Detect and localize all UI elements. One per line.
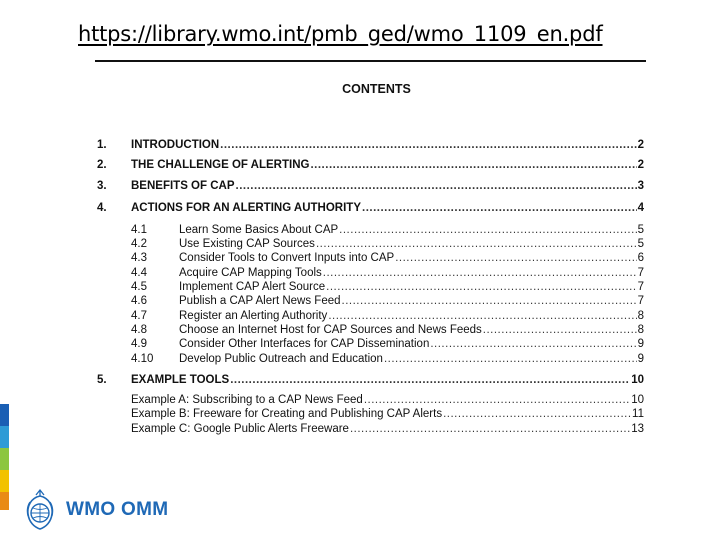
toc-label: Example C: Google Public Alerts Freeware xyxy=(131,423,349,435)
toc-leader-dots xyxy=(316,237,637,251)
toc-number: 4.4 xyxy=(131,267,147,279)
toc-subsection-row[interactable] xyxy=(131,352,644,366)
toc-page-number: 3 xyxy=(637,180,644,192)
toc-page-number: 8 xyxy=(637,324,644,336)
toc-page-number: 10 xyxy=(631,394,644,406)
toc-number: 4.2 xyxy=(131,238,147,250)
toc-leader-dots xyxy=(220,138,636,152)
toc-number: 2. xyxy=(97,159,107,171)
toc-page-number: 9 xyxy=(637,353,644,365)
toc-page-number: 8 xyxy=(637,310,644,322)
toc-leader-dots xyxy=(395,251,636,265)
toc-page-number: 7 xyxy=(637,295,644,307)
toc-subsection-row[interactable] xyxy=(131,422,644,436)
toc-page-number: 6 xyxy=(637,252,644,264)
toc-label: Develop Public Outreach and Education xyxy=(179,353,383,365)
toc-number: 5. xyxy=(97,374,107,386)
toc-leader-dots xyxy=(236,179,637,193)
toc-label: BENEFITS OF CAP xyxy=(131,180,235,192)
toc-label: Implement CAP Alert Source xyxy=(179,281,326,293)
toc-subsection-row[interactable] xyxy=(131,294,644,308)
sidebar-stripe xyxy=(0,404,9,426)
toc-leader-dots xyxy=(350,422,630,436)
toc-leader-dots xyxy=(384,352,637,366)
toc-leader-dots xyxy=(342,294,637,308)
toc-number: 4.10 xyxy=(131,353,154,365)
toc-number: 4.8 xyxy=(131,324,147,336)
toc-number: 4.1 xyxy=(131,224,147,236)
toc-label: Consider Other Interfaces for CAP Dissemination xyxy=(179,338,430,350)
toc-label: Use Existing CAP Sources xyxy=(179,238,315,250)
toc-leader-dots xyxy=(430,337,636,351)
toc-page-number: 5 xyxy=(637,224,644,236)
toc-section-row[interactable] xyxy=(97,373,644,387)
toc-number: 4.9 xyxy=(131,338,147,350)
contents-title: CONTENTS xyxy=(342,82,411,96)
toc-leader-dots xyxy=(230,373,630,387)
toc-label: ACTIONS FOR AN ALERTING AUTHORITY xyxy=(131,202,361,214)
toc-page-number: 10 xyxy=(631,374,644,386)
toc-number: 4.6 xyxy=(131,295,147,307)
toc-page-number: 2 xyxy=(637,159,644,171)
toc-page-number: 7 xyxy=(637,281,644,293)
toc-subsection-row[interactable] xyxy=(131,393,644,407)
toc-page-number: 2 xyxy=(637,139,644,151)
toc-label: Register an Alerting Authority xyxy=(179,310,328,322)
toc-subsection-row[interactable] xyxy=(131,237,644,251)
toc-number: 4.7 xyxy=(131,310,147,322)
toc-label: Example B: Freeware for Creating and Publishing CAP Alerts xyxy=(131,408,443,420)
toc-subsection-row[interactable] xyxy=(131,266,644,280)
toc-leader-dots xyxy=(443,407,631,421)
toc-leader-dots xyxy=(364,393,630,407)
sidebar-stripe xyxy=(0,426,9,448)
toc-label: Example A: Subscribing to a CAP News Feed xyxy=(131,394,363,406)
toc-label: INTRODUCTION xyxy=(131,139,220,151)
toc-subsection-row[interactable] xyxy=(131,337,644,351)
wmo-emblem-icon xyxy=(22,488,58,532)
document-page xyxy=(95,62,646,442)
toc-page-number: 7 xyxy=(637,267,644,279)
toc-page-number: 5 xyxy=(637,238,644,250)
source-url[interactable]: https://library.wmo.int/pmb_ged/wmo_1109_en.pdf xyxy=(78,22,603,46)
sidebar-stripe xyxy=(0,470,9,492)
toc-section-row[interactable] xyxy=(97,201,644,215)
toc-leader-dots xyxy=(326,280,636,294)
toc-page-number: 9 xyxy=(637,338,644,350)
toc-leader-dots xyxy=(310,158,636,172)
toc-section-row[interactable] xyxy=(97,138,644,152)
toc-number: 4.3 xyxy=(131,252,147,264)
toc-subsection-row[interactable] xyxy=(131,407,644,421)
toc-label: Publish a CAP Alert News Feed xyxy=(179,295,341,307)
toc-leader-dots xyxy=(483,323,637,337)
toc-page-number: 13 xyxy=(631,423,644,435)
toc-subsection-row[interactable] xyxy=(131,251,644,265)
toc-label: Learn Some Basics About CAP xyxy=(179,224,339,236)
toc-label: EXAMPLE TOOLS xyxy=(131,374,230,386)
toc-number: 1. xyxy=(97,139,107,151)
sidebar-stripe xyxy=(0,448,9,470)
toc-label: Consider Tools to Convert Inputs into CAP xyxy=(179,252,395,264)
toc-subsection-row[interactable] xyxy=(131,223,644,237)
brand-sidebar xyxy=(0,404,9,510)
toc-leader-dots xyxy=(339,223,636,237)
toc-label: Acquire CAP Mapping Tools xyxy=(179,267,322,279)
toc-section-row[interactable] xyxy=(97,158,644,172)
sidebar-stripe xyxy=(0,492,9,510)
toc-number: 4. xyxy=(97,202,107,214)
toc-section-row[interactable] xyxy=(97,179,644,193)
toc-label: THE CHALLENGE OF ALERTING xyxy=(131,159,310,171)
toc-subsection-row[interactable] xyxy=(131,280,644,294)
toc-leader-dots xyxy=(323,266,637,280)
toc-page-number: 11 xyxy=(632,408,644,420)
toc-number: 3. xyxy=(97,180,107,192)
toc-leader-dots xyxy=(362,201,637,215)
brand-name: WMO OMM xyxy=(66,499,169,520)
toc-label: Choose an Internet Host for CAP Sources and News Feeds xyxy=(179,324,482,336)
toc-subsection-row[interactable] xyxy=(131,309,644,323)
toc-leader-dots xyxy=(328,309,636,323)
toc-page-number: 4 xyxy=(637,202,644,214)
toc-number: 4.5 xyxy=(131,281,147,293)
toc-subsection-row[interactable] xyxy=(131,323,644,337)
